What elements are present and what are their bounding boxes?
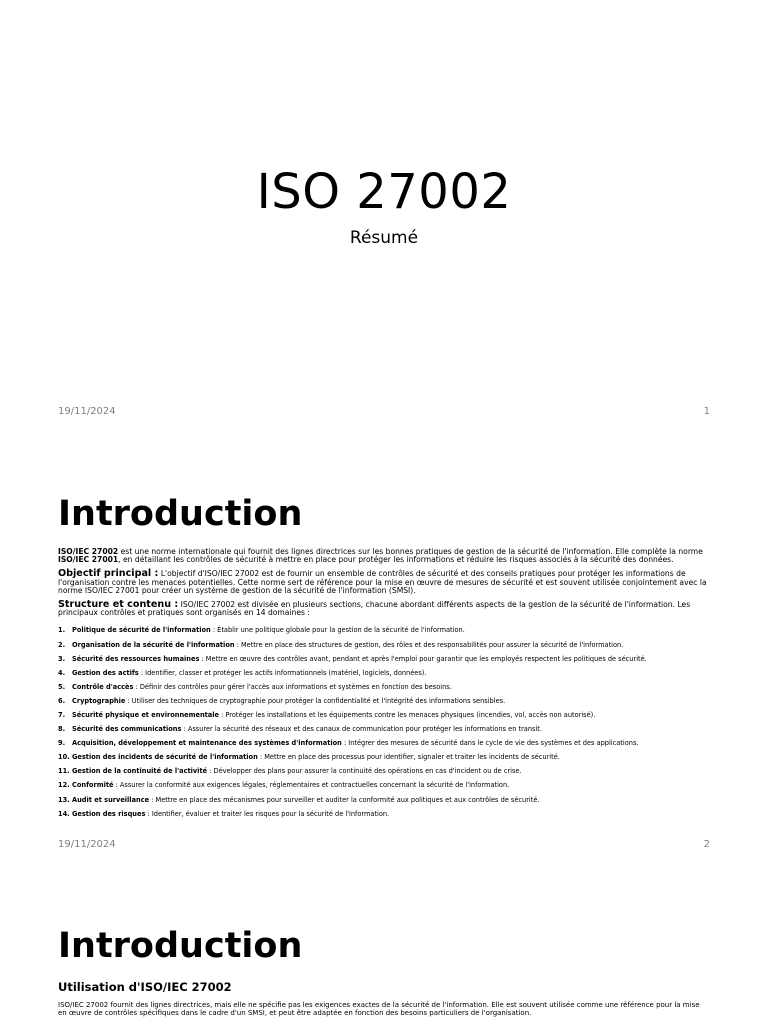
domain-number: 1.: [58, 626, 66, 635]
domain-item: [58, 666, 710, 680]
slide-number: 1: [703, 406, 710, 417]
domain-description: : Mettre en place des structures de gestion, des rôles et des responsabilités pour assurer la sécurité de l'information.: [234, 640, 624, 649]
domain-name: Gestion des risques: [72, 809, 146, 818]
domain-item: [58, 708, 710, 722]
domain-name: Cryptographie: [72, 696, 126, 705]
domain-number: 3.: [58, 654, 66, 663]
slide-date: 19/11/2024: [58, 839, 116, 850]
domain-item: [58, 807, 710, 821]
domain-description: : Assurer la conformité aux exigences légales, réglementaires et contractuelles concernant la sécurité de l'information.: [113, 781, 510, 790]
introduction-slide-2: [0, 862, 768, 1024]
objective-paragraph: [58, 570, 710, 595]
domain-name: Conformité: [72, 781, 114, 790]
title-slide: [0, 0, 768, 430]
domain-name: Acquisition, développement et maintenance des systèmes d'information: [72, 739, 342, 748]
domain-item: [58, 764, 710, 778]
domain-number: 4.: [58, 668, 66, 677]
domain-name: Gestion des actifs: [72, 668, 139, 677]
domain-description: : Mettre en place des processus pour identifier, signaler et traiter les incidents de sécurité.: [257, 753, 560, 762]
domain-name: Sécurité physique et environnementale: [72, 710, 219, 719]
domain-description: : Intégrer des mesures de sécurité dans le cycle de vie des systèmes et des applications.: [341, 739, 639, 748]
domain-item: [58, 793, 710, 807]
domain-name: Organisation de la sécurité de l'information: [72, 640, 235, 649]
domain-description: : Identifier, classer et protéger les actifs informationnels (matériel, logiciels, données).: [138, 668, 427, 677]
domain-item: [58, 722, 710, 736]
slide-title: ISO 27002: [256, 164, 512, 220]
domain-number: 8.: [58, 725, 66, 734]
slide-subtitle: Résumé: [349, 228, 419, 248]
bold-term: ISO/IEC 27001: [58, 555, 119, 565]
slide-heading: Introduction: [58, 494, 303, 534]
domain-number: 11.: [58, 767, 70, 776]
domain-name: Gestion de la continuité de l'activité: [72, 767, 208, 776]
domain-item: [58, 638, 710, 652]
domain-description: : Protéger les installations et les équipements contre les menaces physiques (incendies, vol, accès non autorisé).: [219, 710, 596, 719]
domain-item: [58, 680, 710, 694]
domain-name: Sécurité des communications: [72, 725, 182, 734]
domain-name: Audit et surveillance: [72, 795, 150, 804]
domain-name: Contrôle d'accès: [72, 682, 134, 691]
intro-paragraph: [58, 548, 710, 564]
domain-item: [58, 652, 710, 666]
domain-number: 7.: [58, 710, 66, 719]
domain-number: 13.: [58, 795, 70, 804]
domain-number: 10.: [58, 753, 70, 762]
slide-subheading: Utilisation d'ISO/IEC 27002: [58, 980, 232, 994]
domain-description: : Définir des contrôles pour gérer l'accès aux informations et systèmes en fonction des besoins.: [133, 682, 452, 691]
introduction-slide: [0, 434, 768, 858]
domain-item: [58, 750, 710, 764]
domain-description: : Établir une politique globale pour la gestion de la sécurité de l'information.: [210, 626, 465, 635]
paragraph-text: est une norme internationale qui fournit des lignes directrices sur les bonnes pratiques de gestion de la sécurité de l'information. Elle complète la norme: [118, 547, 703, 556]
domain-item: [58, 623, 710, 637]
domain-number: 2.: [58, 640, 66, 649]
paragraph-lead: Structure et contenu :: [58, 599, 179, 611]
usage-paragraph: ISO/IEC 27002 fournit des lignes directrices, mais elle ne spécifie pas les exigences exactes de la sécurité de l'information. Elle est souvent utilisée comme une référence pour la mise en œuvre de contrôles spécifiques dans le cadre d'un SMSI, et peut être adaptée en fonction des besoins particuliers de l'organisation.: [58, 1001, 700, 1017]
domains-list: [58, 623, 710, 820]
paragraph-text: , en détaillant les contrôles de sécurité à mettre en place pour protéger les informations et réduire les risques associés à la sécurité des données.: [118, 555, 674, 565]
domain-description: : Assurer la sécurité des réseaux et des canaux de communication pour protéger les informations en transit.: [181, 725, 542, 734]
domain-name: Sécurité des ressources humaines: [72, 654, 200, 663]
domain-number: 12.: [58, 781, 70, 790]
domain-description: : Développer des plans pour assurer la continuité des opérations en cas d'incident ou de crise.: [207, 767, 522, 776]
domain-item: [58, 694, 710, 708]
domain-name: Gestion des incidents de sécurité de l'information: [72, 753, 258, 762]
domain-number: 9.: [58, 739, 66, 748]
domain-description: : Utiliser des techniques de cryptographie pour protéger la confidentialité et l'intégrité des informations sensibles.: [125, 696, 506, 705]
bold-term: ISO/IEC 27002: [58, 547, 119, 556]
domain-number: 6.: [58, 696, 66, 705]
slide-heading: Introduction: [58, 926, 303, 966]
paragraph-lead: Objectif principal :: [58, 568, 159, 580]
structure-paragraph: [58, 601, 710, 617]
domain-number: 5.: [58, 682, 66, 691]
paragraph-text: ISO/IEC 27002 est divisée en plusieurs sections, chacune abordant différents aspects de la gestion de la sécurité de l'information. Les principaux contrôles et pratiques sont organisés en 14 domaines :: [58, 600, 691, 618]
paragraph-text: L'objectif d'ISO/IEC 27002 est de fournir un ensemble de contrôles de sécurité et des conseils pratiques pour protéger les informations de l'organisation contre les menaces potentielles. Cette norme sert de référence pour la mise en œuvre de mesures de sécurité et est souvent utilisée conjointement avec la norme ISO/IEC 27001 pour créer un système de gestion de la sécurité de l'information (SMSI).: [58, 569, 707, 595]
domain-number: 14.: [58, 809, 70, 818]
domain-description: : Mettre en place des mécanismes pour surveiller et auditer la conformité aux politiques et aux contrôles de sécurité.: [149, 795, 540, 804]
slide-number: 2: [703, 839, 710, 850]
domain-item: [58, 778, 710, 792]
domain-name: Politique de sécurité de l'information: [72, 626, 211, 635]
domain-description: : Identifier, évaluer et traiter les risques pour la sécurité de l'information.: [145, 809, 390, 818]
domain-description: : Mettre en œuvre des contrôles avant, pendant et après l'emploi pour garantir que les employés respectent les politiques de sécurité.: [199, 654, 647, 663]
slide-date: 19/11/2024: [58, 406, 116, 417]
domain-item: [58, 736, 710, 750]
slide-body: [58, 548, 710, 821]
